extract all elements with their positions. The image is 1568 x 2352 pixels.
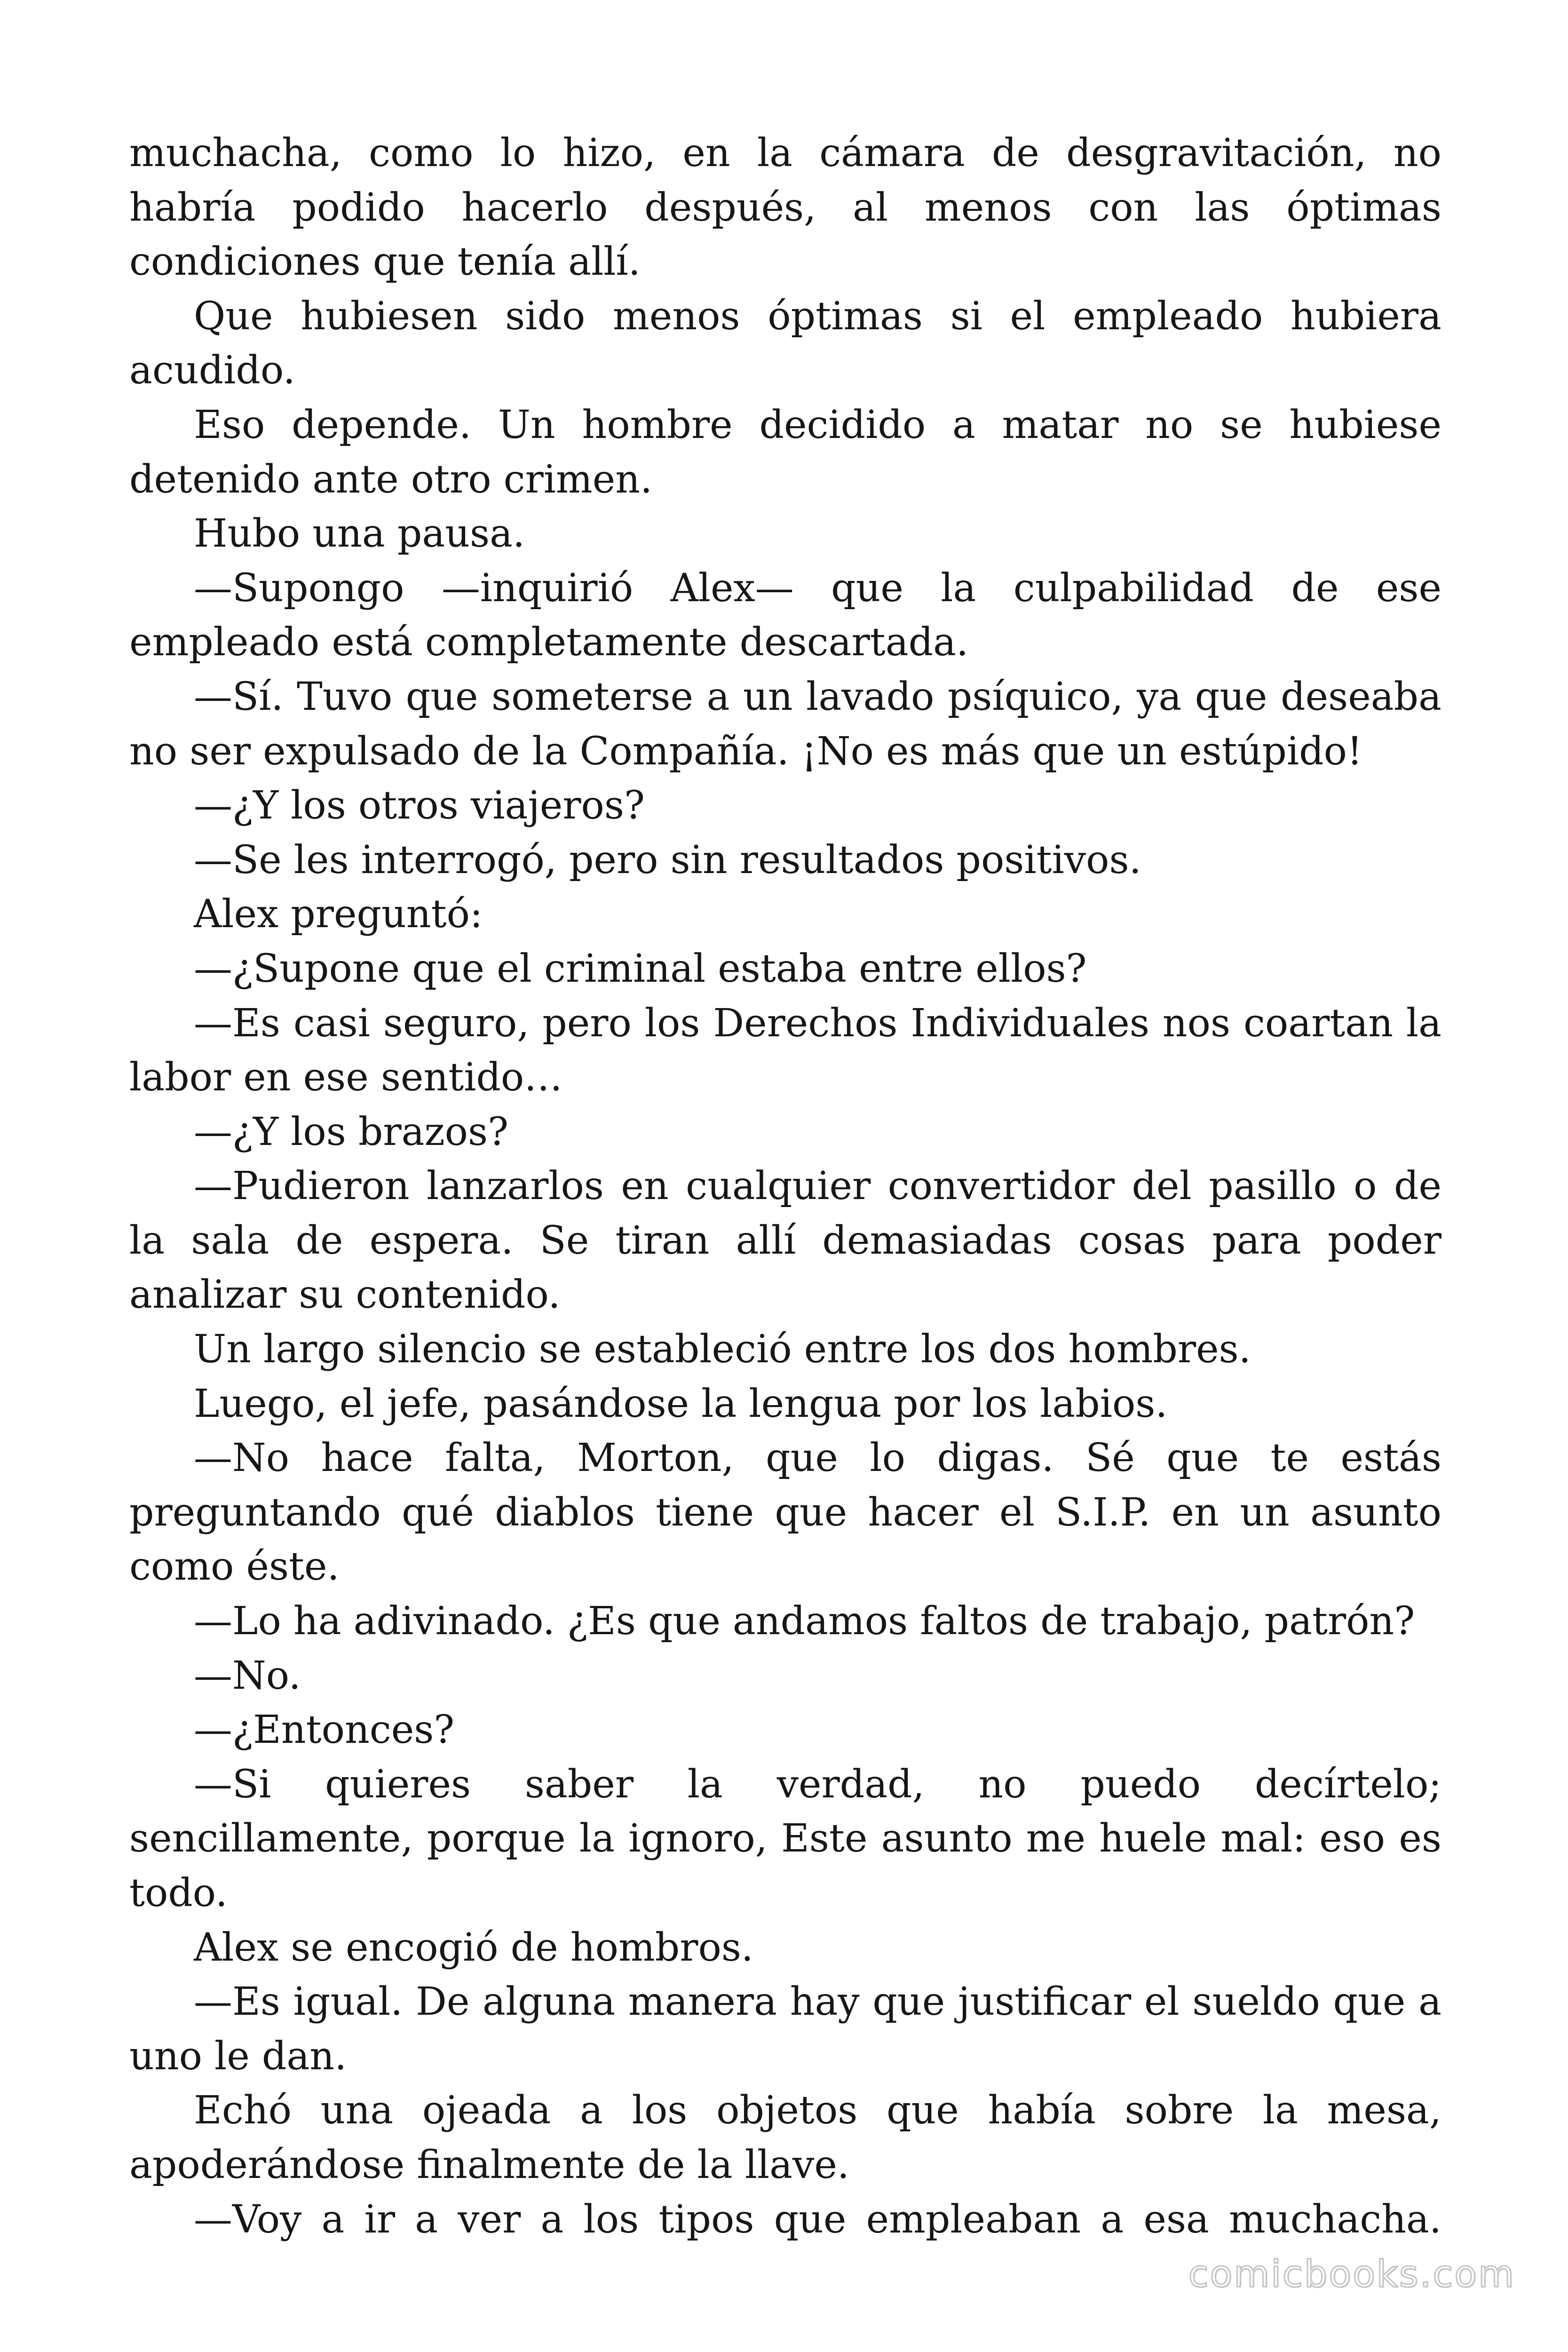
paragraph: Un largo silencio se estableció entre los dos hombres. <box>194 1327 1251 1372</box>
watermark: comicbooks.com <box>1188 2253 1515 2296</box>
paragraph: Que hubiesen sido menos óptimas si el empleado hubiera acudido. <box>129 294 1441 393</box>
paragraph: Alex preguntó: <box>194 892 483 937</box>
paragraph: —Si quieres saber la verdad, no puedo decírtelo; sencillamente, porque la ignoro, Este asunto me huele mal: eso es todo. <box>129 1762 1441 1915</box>
paragraph: —No. <box>194 1653 301 1698</box>
paragraph: Alex se encogió de hombros. <box>194 1925 753 1970</box>
paragraph: —Pudieron lanzarlos en cualquier convertidor del pasillo o de la sala de espera. Se tiran allí demasiadas cosas para poder analizar su contenido. <box>129 1164 1441 1318</box>
paragraph: —Es igual. De alguna manera hay que justificar el sueldo que a uno le dan. <box>129 1979 1441 2079</box>
paragraph: —Sí. Tuvo que someterse a un lavado psíquico, ya que deseaba no ser expulsado de la Compañía. ¡No es más que un estúpido! <box>129 674 1441 774</box>
paragraph: Luego, el jefe, pasándose la lengua por los labios. <box>194 1381 1168 1426</box>
paragraph: muchacha, como lo hizo, en la cámara de desgravitación, no habría podido hacerlo después, al menos con las óptimas condiciones que tenía allí. <box>129 131 1441 285</box>
paragraph: Hubo una pausa. <box>194 511 525 556</box>
paragraph: Echó una ojeada a los objetos que había sobre la mesa, apoderándose finalmente de la llave. <box>129 2088 1441 2187</box>
paragraph: —¿Y los otros viajeros? <box>194 783 645 828</box>
paragraph: —No hace falta, Morton, que lo digas. Sé que te estás preguntando qué diablos tiene que hacer el S.I.P. en un asunto como éste. <box>129 1436 1441 1589</box>
paragraph: Eso depende. Un hombre decidido a matar no se hubiese detenido ante otro crimen. <box>129 402 1441 502</box>
paragraph: —Se les interrogó, pero sin resultados positivos. <box>194 837 1141 882</box>
paragraph: —¿Y los brazos? <box>194 1109 509 1154</box>
paragraph: —Es casi seguro, pero los Derechos Individuales nos coartan la labor en ese sentido… <box>129 1001 1441 1100</box>
paragraph: —Supongo —inquirió Alex— que la culpabilidad de ese empleado está completamente descartada. <box>129 565 1441 665</box>
paragraph: —¿Supone que el criminal estaba entre ellos? <box>194 946 1087 991</box>
page-text <box>129 126 1441 2247</box>
paragraph: —Voy a ir a ver a los tipos que empleaban a esa muchacha. <box>194 2197 1441 2242</box>
paragraph: —¿Entonces? <box>194 1708 455 1753</box>
paragraph: —Lo ha adivinado. ¿Es que andamos faltos de trabajo, patrón? <box>194 1599 1415 1644</box>
